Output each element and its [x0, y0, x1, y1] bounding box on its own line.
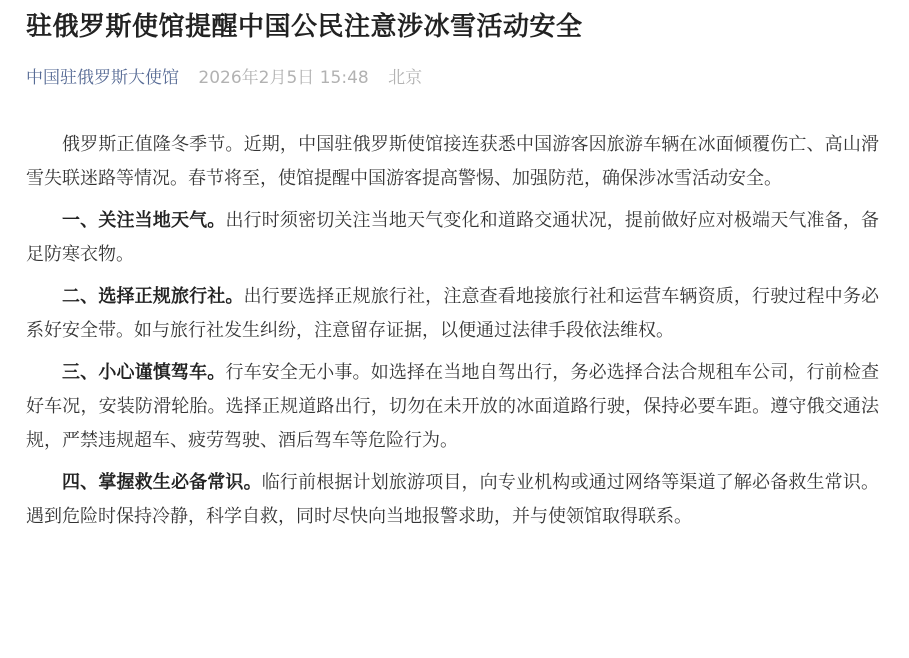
- section-heading: 三、小心谨慎驾车。: [62, 362, 226, 383]
- section-paragraph: [26, 356, 879, 458]
- section-text: 出行时须密切关注当地天气变化和道路交通状况，提前做好应对极端天气准备，备足防寒衣物。: [26, 210, 880, 265]
- section-paragraph: [26, 280, 879, 348]
- publish-location: 北京: [388, 68, 423, 88]
- section-text: 出行要选择正规旅行社，注意查看地接旅行社和运营车辆资质，行驶过程中务必系好安全带。如与旅行社发生纠纷，注意留存证据，以便通过法律手段依法维权。: [26, 286, 879, 341]
- article-meta: [26, 66, 879, 90]
- section-paragraph: [26, 204, 879, 272]
- section-heading: 二、选择正规旅行社。: [62, 286, 244, 307]
- source-link[interactable]: 中国驻俄罗斯大使馆: [26, 68, 179, 88]
- publish-date: 2026年2月5日 15:48: [198, 68, 369, 88]
- section-heading: 一、关注当地天气。: [62, 210, 226, 231]
- intro-paragraph: 俄罗斯正值隆冬季节。近期，中国驻俄罗斯使馆接连获悉中国游客因旅游车辆在冰面倾覆伤亡、高山滑雪失联迷路等情况。春节将至，使馆提醒中国游客提高警惕、加强防范，确保涉冰雪活动安全。: [26, 134, 879, 189]
- section-heading: 四、掌握救生必备常识。: [62, 472, 262, 493]
- article-body: [26, 128, 879, 534]
- section-text: 行车安全无小事。如选择在当地自驾出行，务必选择合法合规租车公司，行前检查好车况，安装防滑轮胎。选择正规道路出行，切勿在未开放的冰面道路行驶，保持必要车距。遵守俄交通法规，严禁违规超车、疲劳驾驶、酒后驾车等危险行为。: [26, 362, 880, 451]
- section-text: 临行前根据计划旅游项目，向专业机构或通过网络等渠道了解必备救生常识。遇到危险时保持冷静，科学自救，同时尽快向当地报警求助，并与使领馆取得联系。: [26, 472, 879, 527]
- article-title: 驻俄罗斯使馆提醒中国公民注意涉冰雪活动安全: [26, 12, 583, 42]
- section-paragraph: [26, 466, 879, 534]
